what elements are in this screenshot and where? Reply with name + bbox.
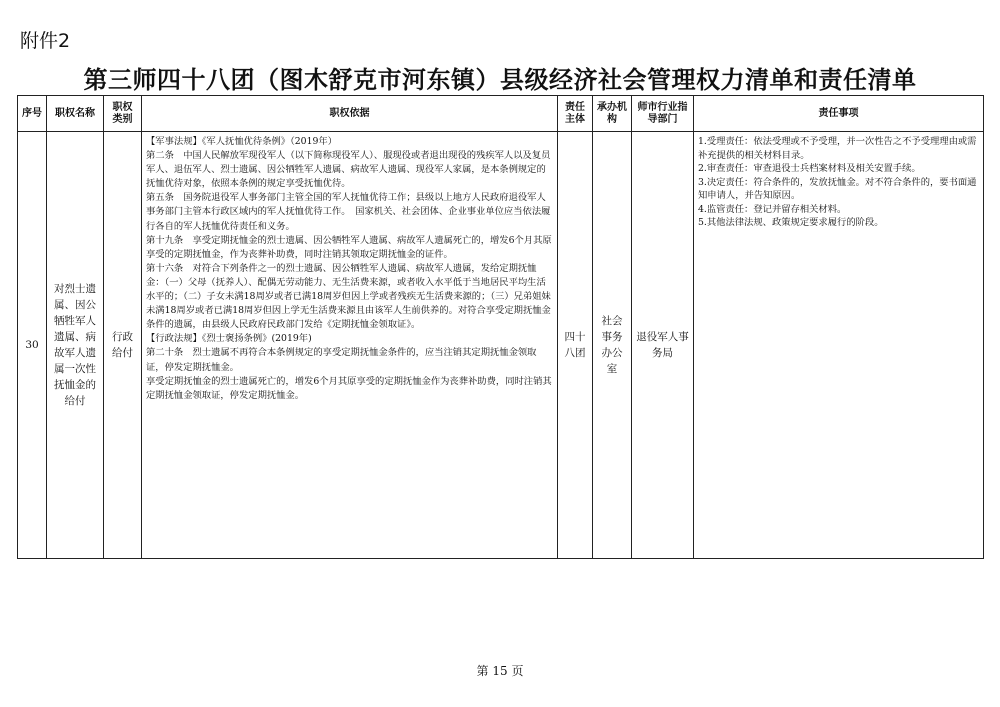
cell-guide: 退役军人事务局: [632, 132, 694, 559]
cell-seq: 30: [18, 132, 47, 559]
duty-item: 5.其他法律法规、政策规定要求履行的阶段。: [698, 217, 884, 228]
cell-agency: 社会事务办公室: [593, 132, 632, 559]
header-guide: 师市行业指导部门: [632, 96, 694, 132]
table-header-row: [18, 96, 984, 132]
header-seq: 序号: [18, 96, 47, 132]
duty-item: 1.受理责任：依法受理或不予受理，并一次性告之不予受理理由或需补充提供的相关材料目录。: [698, 136, 977, 161]
page-number: 第 15 页: [476, 664, 524, 678]
basis-paragraph: 享受定期抚恤金的烈士遗属死亡的，增发6个月其原享受的定期抚恤金作为丧葬补助费，同时注销其定期抚恤金领取证，停发定期抚恤金。: [146, 375, 552, 401]
cell-category: 行政给付: [104, 132, 142, 559]
attachment-label: 附件2: [20, 30, 71, 52]
cell-basis: [142, 132, 558, 559]
basis-paragraph: 【军事法规】《军人抚恤优待条例》（2019年）: [146, 136, 338, 147]
header-duty: 责任事项: [694, 96, 984, 132]
duty-item: 3.决定责任：符合条件的，发放抚恤金。对不符合条件的，要书面通知申请人，并告知原因。: [698, 176, 977, 201]
basis-paragraph: 第二条 中国人民解放军现役军人（以下简称现役军人）、服现役或者退出现役的残疾军人以及复员军人、退伍军人、烈士遗属、因公牺牲军人遗属、病故军人遗属、现役军人家属，是本条例规定的抚恤优待对象，依照本条例的规定享受抚恤优待。: [146, 150, 551, 190]
document-title: 第三师四十八团（图木舒克市河东镇）县级经济社会管理权力清单和责任清单: [83, 66, 917, 94]
basis-paragraph: 第十九条 享受定期抚恤金的烈士遗属、因公牺牲军人遗属、病故军人遗属死亡的，增发6个月其原享受的定期抚恤金，作为丧葬补助费，同时注销其领取定期抚恤金的证件。: [146, 234, 552, 260]
header-category: 职权类别: [104, 96, 142, 132]
basis-paragraph: 【行政法规】《烈士褒扬条例》(2019年): [146, 333, 312, 345]
cell-subject: 四十八团: [558, 132, 593, 559]
cell-duty: [694, 132, 984, 559]
header-subject: 责任主体: [558, 96, 593, 132]
table-row: [18, 132, 984, 559]
duty-item: 4.监管责任：登记并留存相关材料。: [698, 203, 847, 215]
header-name: 职权名称: [47, 96, 104, 132]
header-agency: 承办机构: [593, 96, 632, 132]
responsibility-table: [17, 95, 984, 559]
basis-paragraph: 第二十条 烈士遗属不再符合本条例规定的享受定期抚恤金条件的，应当注销其定期抚恤金领取证，停发定期抚恤金。: [146, 347, 537, 373]
duty-item: 2.审查责任：审查退役士兵档案材料及相关安置手续。: [698, 163, 921, 174]
cell-name: 对烈士遗属、因公牺牲军人遗属、病故军人遗属一次性抚恤金的给付: [47, 132, 104, 559]
basis-paragraph: 第十六条 对符合下列条件之一的烈士遗属、因公牺牲军人遗属、病故军人遗属，发给定期抚恤金：（一）父母（抚养人）、配偶无劳动能力、无生活费来源，或者收入水平低于当地居民平均生活水平的；（二）子女未满18周岁或者已满18周岁但因上学或者残疾无生活费来源的；（三）兄弟姐妹未满18周岁或者已满18周岁但因上学无生活费来源且由该军人生前供养的。对符合享受定期抚恤金条件的遗属，由县级人民政府民政部门发给《定期抚恤金领取证》。: [146, 262, 551, 331]
header-basis: 职权依据: [142, 96, 558, 132]
basis-paragraph: 第五条 国务院退役军人事务部门主管全国的军人抚恤优待工作；县级以上地方人民政府退役军人事务部门主管本行政区域内的军人抚恤优待工作。 国家机关、社会团体、企业事业单位应当依法履行各自的军人抚恤优待责任和义务。: [146, 192, 551, 232]
